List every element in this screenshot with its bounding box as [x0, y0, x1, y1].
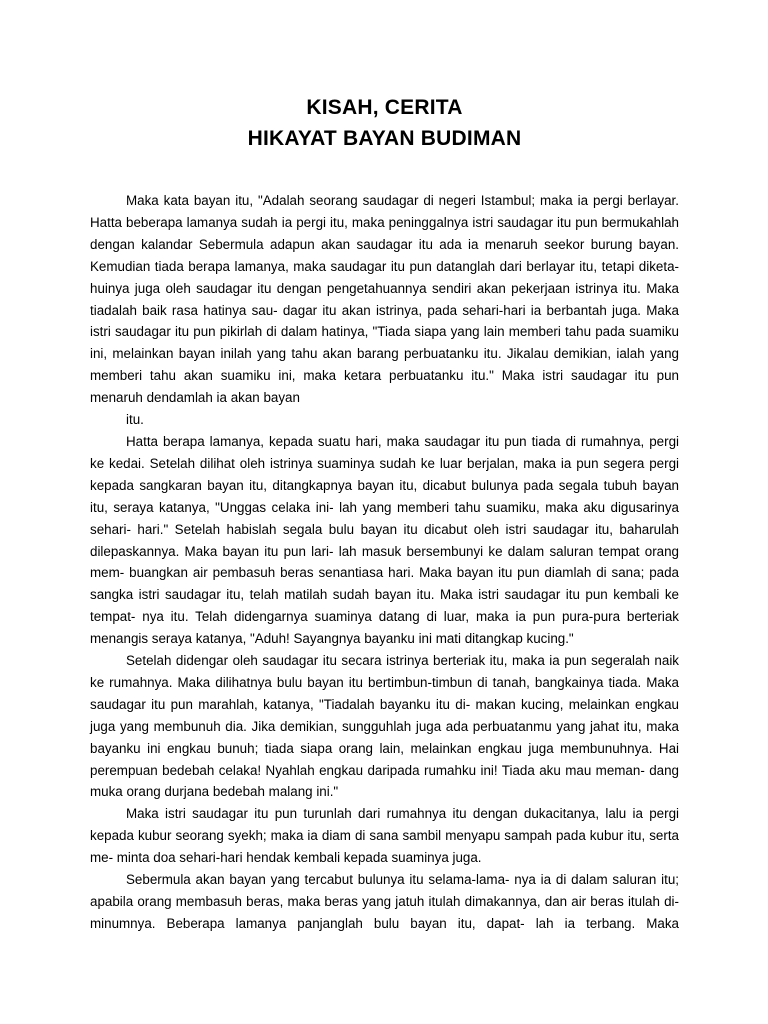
paragraph-2: itu.: [126, 412, 144, 428]
paragraph-1: Maka kata bayan itu, "Adalah seorang saudagar di negeri Istambul; maka ia pergi berlayar. Hatta beberapa lamanya sudah ia pergi itu, maka peninggalnya istri saudagar itu pun bermukahlah dengan kalandar Sebermula adapun akan saudagar itu ada ia menaruh seekor burung bayan. Kemudian tiada berapa lamanya, maka saudagar itu pun datanglah dari berlayar itu, tetapi diketa- huinya juga oleh saudagar itu dengan pengetahuannya sendiri akan pekerjaan istrinya itu. Maka tiadalah baik rasa hatinya sau- dagar itu akan istrinya, pada sehari-hari ia berbantah juga. Maka istri saudagar itu pun pikirlah di dalam hatinya, "Tiada siapa yang lain memberi tahu pada suamiku ini, melainkan bayan inilah yang tahu akan barang perbuatanku itu. Jikalau demikian, ialah yang memberi tahu akan suamiku ini, maka ketara perbuatanku itu." Maka istri saudagar itu pun menaruh dendamlah ia akan bayan: [90, 193, 679, 406]
title-line-1: KISAH, CERITA: [306, 96, 463, 119]
title-line-2: HIKAYAT BAYAN BUDIMAN: [247, 127, 522, 150]
paragraph-5: Maka istri saudagar itu pun turunlah dari rumahnya itu dengan dukacitanya, lalu ia pergi kepada kubur seorang syekh; maka ia diam di sana sambil menyapu sampah pada kubur itu, serta me- minta doa sehari-hari hendak kembali kepada suaminya juga.: [90, 806, 679, 866]
document-page: [90, 92, 679, 935]
paragraph-3: Hatta berapa lamanya, kepada suatu hari, maka saudagar itu pun tiada di rumahnya, pergi ke kedai. Setelah dilihat oleh istrinya suaminya sudah ke luar berjalan, maka ia pun segera pergi kepada sangkaran bayan itu, ditangkapnya bayan itu, dicabut bulunya pada segala tubuh bayan itu, seraya katanya, "Unggas celaka ini- lah yang memberi tahu suamiku, maka aku digusarinya sehari- hari." Setelah habislah segala bulu bayan itu dicabut oleh istri saudagar itu, baharulah dilepaskannya. Maka bayan itu pun lari- lah masuk bersembunyi ke dalam saluran tempat orang mem- buangkan air pembasuh beras senantiasa hari. Maka bayan itu pun diamlah di sana; pada sangka istri saudagar itu, telah matilah sudah bayan itu. Maka istri saudagar itu pun kembali ke tempat- nya itu. Telah didengarnya suaminya datang di luar, maka ia pun pura-pura berteriak menangis seraya katanya, "Aduh! Sayangnya bayanku ini mati ditangkap kucing.": [90, 433, 679, 647]
story-body: [90, 190, 679, 935]
page-title: [90, 92, 679, 154]
paragraph-6: Sebermula akan bayan yang tercabut bulunya itu selama-lama- nya ia di dalam saluran itu; apabila orang membasuh beras, maka beras yang jatuh itulah dimakannya, dan air beras itulah di- minumnya. Beberapa lamanya panjanglah bulu bayan itu, dapat- lah ia terbang. Maka: [90, 872, 679, 931]
paragraph-4: Setelah didengar oleh saudagar itu secara istrinya berteriak itu, maka ia pun segeralah naik ke rumahnya. Maka dilihatnya bulu bayan itu bertimbun-timbun di tanah, bangkainya tiada. Maka saudagar itu pun marahlah, katanya, "Tiadalah bayanku itu di- makan kucing, melainkan engkau juga yang membunuh dia. Jika demikian, sungguhlah juga ada perbuatanmu yang jahat itu, maka bayanku ini engkau bunuh; tiada siapa orang lain, melainkan engkau juga membunuhnya. Hai perempuan bedebah celaka! Nyahlah engkau daripada rumahku ini! Tiada aku mau meman- dang muka orang durjana bedebah malang ini.": [90, 653, 679, 800]
